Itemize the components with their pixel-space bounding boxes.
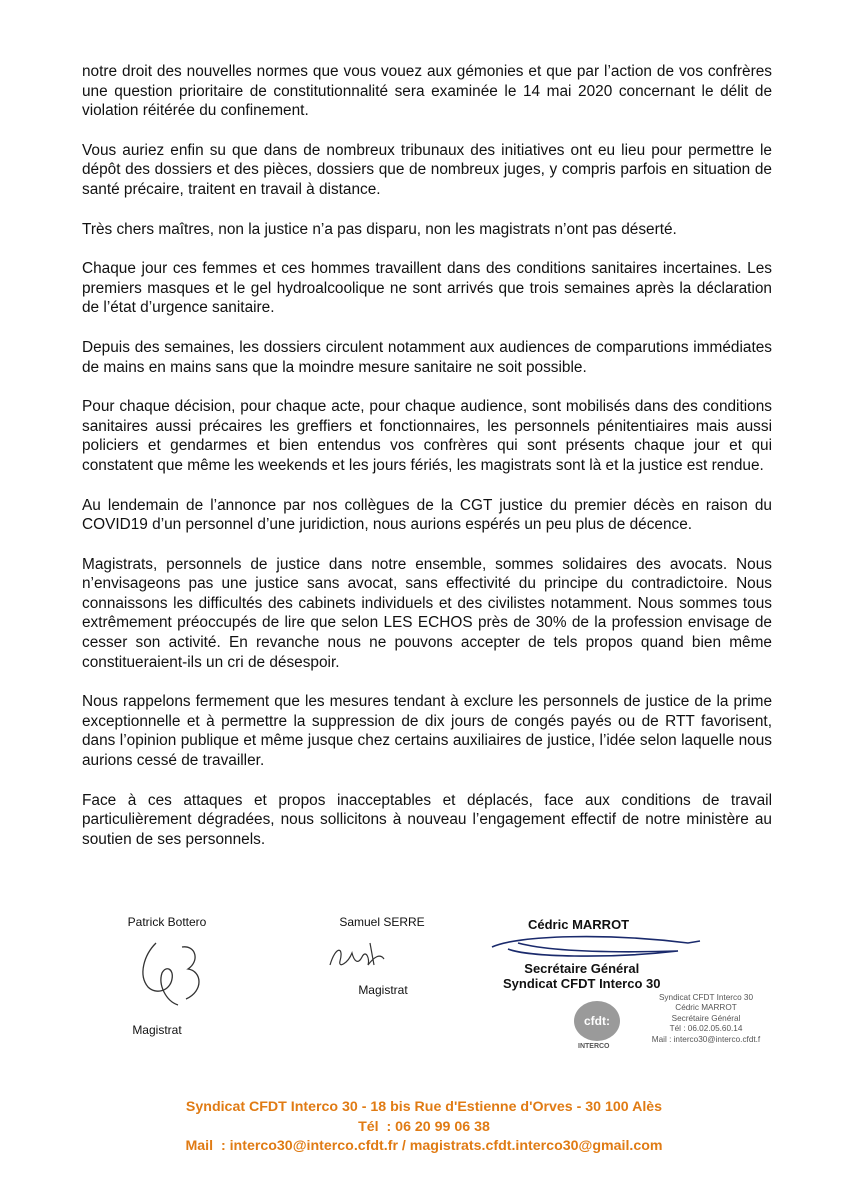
paragraph: Pour chaque décision, pour chaque acte, pour chaque audience, sont mobilisés dans des conditions sanitaires aussi précaires les greffiers et fonctionnaires, les personnels pénitentiaires mais aussi policiers et gendarmes et bien entendus vos confrères qui sont présents chaque jour et qui constatent que même les weekends et les jours fériés, les magistrats sont là et la justice est rendue. xyxy=(82,398,772,474)
paragraph: Nous rappelons fermement que les mesures tendant à exclure les personnels de justice de la prime exceptionnelle et à permettre la suppression de dix jours de congés payés ou de RTT favorisent, dans l’opinion publique et même jusque chez certains auxiliaires de justice, l’idée selon laquelle nous aurions cessé de travailler. xyxy=(82,693,772,770)
paragraph: Vous auriez enfin su que dans de nombreux tribunaux des initiatives ont eu lieu pour permettre le dépôt des dossiers et des pièces, dossiers que de nombreux juges, y compris parfois en situation de santé précaire, traitent en travail à distance. xyxy=(82,141,772,198)
signer-title-marrot: Secrétaire Général Syndicat CFDT Interco 30 xyxy=(503,961,661,991)
handwritten-signature-serre xyxy=(322,935,402,979)
paragraph: Au lendemain de l’annonce par nos collègues de la CGT justice du premier décès en raison du COVID19 d’un personnel d’une juridiction, nous aurions espérés un peu plus de décence. xyxy=(82,496,772,534)
paragraph: Face à ces attaques et propos inacceptables et déplacés, face aux conditions de travail particulièrement dégradées, nous sollicitons à nouveau l’engagement effectif de notre ministère au soutien de ses personnels. xyxy=(82,791,772,848)
letter-body xyxy=(82,62,772,869)
handwritten-signature-bottero xyxy=(126,935,216,1015)
letter-footer xyxy=(0,1098,848,1157)
paragraph: Chaque jour ces femmes et ces hommes travaillent dans des conditions sanitaires incertaines. Les premiers masques et le gel hydroalcoolique ne sont arrivés que trois semaines après la déclaration de l’état d’urgence sanitaire. xyxy=(82,260,772,317)
signer-name: Patrick Bottero xyxy=(127,915,207,929)
paragraph: Magistrats, personnels de justice dans notre ensemble, sommes solidaires des avocats. Nous n’envisageons pas une justice sans avocat, sans effectivité du principe du contradictoire. Nous connaissons les difficultés des cabinets individuels et des civilistes notamment. Nous sommes tous extrêmement préoccupés de lire que selon LES ECHOS près de 30% de la profession envisage de cesser son activité. En revanche nous ne pouvons accepter de tels propos quand bien même constitueraient-ils un cri de désespoir. xyxy=(82,555,772,671)
signer-role-bottero: Magistrat xyxy=(132,1023,182,1037)
footer-address: Syndicat CFDT Interco 30 - 18 bis Rue d'Estienne d'Orves - 30 100 Alès xyxy=(185,1099,663,1115)
signer-role-serre: Magistrat xyxy=(358,983,408,997)
cfdt-logo: cfdt: xyxy=(574,1001,620,1041)
union-stamp xyxy=(574,993,784,1053)
cfdt-logo-subtitle: INTERCO xyxy=(578,1043,610,1050)
signer-name-marrot: Cédric MARROT xyxy=(528,917,630,932)
paragraph: Très chers maîtres, non la justice n’a pas disparu, non les magistrats n’ont pas déserté. xyxy=(82,220,677,238)
paragraph: notre droit des nouvelles normes que vous vouez aux gémonies et que par l’action de vos confrères une question prioritaire de constitutionnalité sera examinée le 14 mai 2020 concernant le délit de violation réitérée du confinement. xyxy=(82,63,772,120)
paragraph: Depuis des semaines, les dossiers circulent notamment aux audiences de comparutions immédiates de mains en mains sans que la moindre mesure sanitaire ne soit possible. xyxy=(82,338,772,376)
footer-phone: Tél : 06 20 99 06 38 xyxy=(358,1118,490,1135)
footer-mail: Mail : interco30@interco.cfdt.fr / magistrats.cfdt.interco30@gmail.com xyxy=(185,1138,663,1154)
signer-name: Samuel SERRE xyxy=(339,915,425,929)
signature-bottero xyxy=(112,915,222,929)
stamp-text: Syndicat CFDT Interco 30 Cédric MARROT Secrétaire Général Tél : 06.02.05.60.14 Mail : interco30@interco.cfdt.f xyxy=(651,993,761,1044)
signature-serre xyxy=(322,915,442,929)
signature-area xyxy=(0,905,848,1065)
